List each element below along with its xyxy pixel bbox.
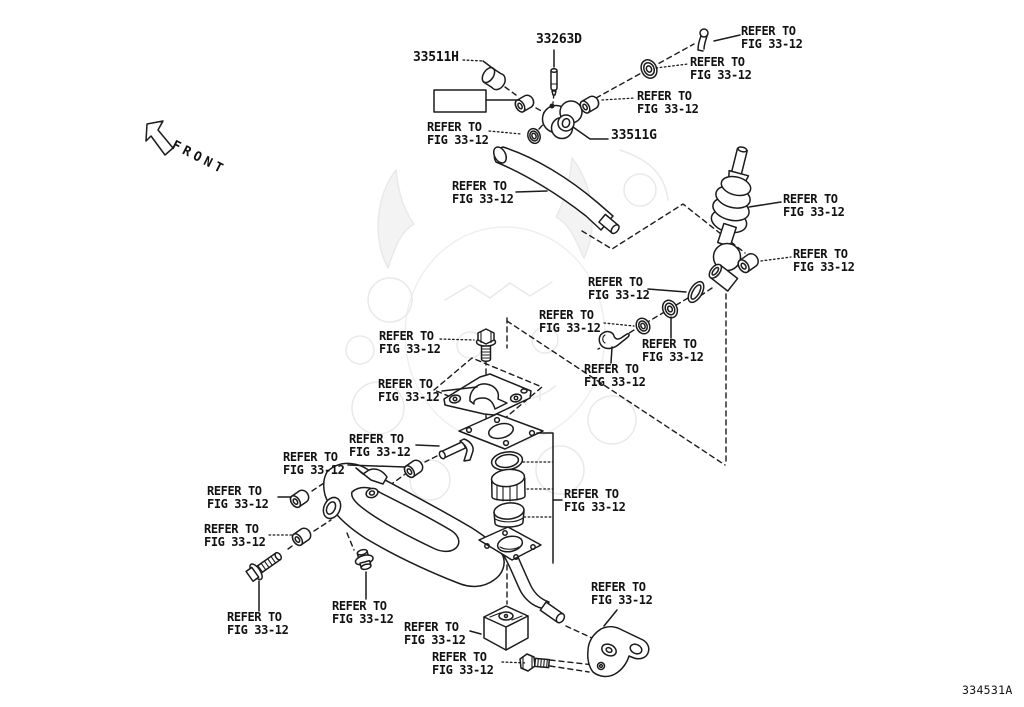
part-washer-top bbox=[638, 57, 660, 81]
part-clip-top bbox=[698, 29, 708, 51]
part-bushing-b bbox=[288, 488, 311, 509]
part-oring-stack bbox=[490, 450, 523, 472]
part-grommet bbox=[353, 548, 376, 572]
part-bolt-mid bbox=[477, 329, 496, 361]
diagram-code: 334531A bbox=[962, 683, 1013, 697]
refer-label-bracket-br: REFER TO FIG 33-12 bbox=[591, 580, 653, 607]
refer-label-bushing-a: REFER TO FIG 33-12 bbox=[283, 450, 345, 477]
part-cup bbox=[493, 501, 525, 527]
part-number-33511G: 33511G bbox=[611, 128, 657, 143]
part-cushion-cube bbox=[484, 606, 528, 650]
refer-label-washer-left: REFER TO FIG 33-12 bbox=[427, 120, 489, 147]
part-number-33263D: 33263D bbox=[536, 32, 582, 47]
refer-label-pin: REFER TO FIG 33-12 bbox=[349, 432, 411, 459]
refer-label-oring-large: REFER TO FIG 33-12 bbox=[588, 275, 650, 302]
refer-label-retainer: REFER TO FIG 33-12 bbox=[378, 377, 440, 404]
part-washer-mid bbox=[660, 298, 680, 320]
refer-label-washer-top: REFER TO FIG 33-12 bbox=[690, 55, 752, 82]
refer-label-stack: REFER TO FIG 33-12 bbox=[564, 487, 626, 514]
refer-label-bushing-right: REFER TO FIG 33-12 bbox=[637, 89, 699, 116]
part-clip-mid bbox=[599, 332, 629, 349]
refer-label-clip-top: REFER TO FIG 33-12 bbox=[741, 24, 803, 51]
part-washer-left bbox=[526, 127, 542, 145]
part-oring-small bbox=[634, 316, 653, 336]
part-bushing-c bbox=[290, 526, 313, 547]
refer-label-washer-mid: REFER TO FIG 33-12 bbox=[642, 337, 704, 364]
refer-label-rod: REFER TO FIG 33-12 bbox=[452, 179, 514, 206]
part-stud bbox=[540, 602, 566, 624]
refer-label-bolt-mid: REFER TO FIG 33-12 bbox=[379, 329, 441, 356]
part-bracket-br bbox=[588, 627, 649, 677]
refer-label-bolt-bottom: REFER TO FIG 33-12 bbox=[432, 650, 494, 677]
part-bushing-top-left bbox=[513, 93, 536, 114]
refer-label-oring-small: REFER TO FIG 33-12 bbox=[539, 308, 601, 335]
front-label: FRONT bbox=[169, 138, 229, 179]
refer-label-grommet: REFER TO FIG 33-12 bbox=[332, 599, 394, 626]
part-l-pin bbox=[438, 439, 473, 461]
part-number-33511H: 33511H bbox=[413, 50, 459, 65]
refer-label-boot: REFER TO FIG 33-12 bbox=[783, 192, 845, 219]
highlight-box[interactable] bbox=[434, 90, 486, 112]
part-cylinder-bushing bbox=[491, 468, 526, 501]
part-joint-33511g bbox=[543, 101, 583, 139]
refer-label-cushion: REFER TO FIG 33-12 bbox=[404, 620, 466, 647]
refer-label-lever-bushing: REFER TO FIG 33-12 bbox=[793, 247, 855, 274]
highlight-group bbox=[434, 90, 517, 112]
refer-label-clip-mid: REFER TO FIG 33-12 bbox=[584, 362, 646, 389]
refer-label-bushing-c: REFER TO FIG 33-12 bbox=[204, 522, 266, 549]
part-retainer-bracket bbox=[444, 374, 531, 415]
refer-label-bushing-b: REFER TO FIG 33-12 bbox=[207, 484, 269, 511]
refer-label-bolt-left: REFER TO FIG 33-12 bbox=[227, 610, 289, 637]
part-pin-33263d bbox=[551, 69, 557, 95]
part-oring-large bbox=[685, 279, 707, 305]
part-bolt-left bbox=[244, 547, 285, 583]
